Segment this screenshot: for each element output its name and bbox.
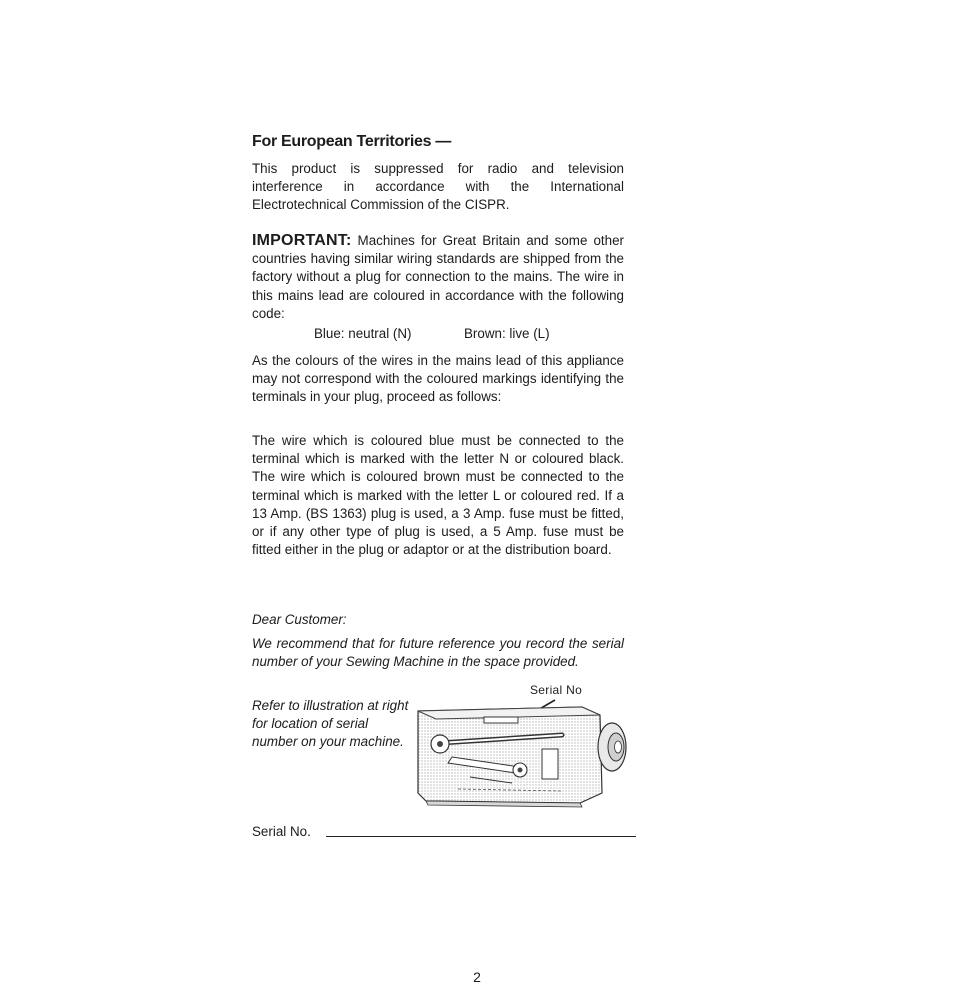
wire-colours-paragraph: As the colours of the wires in the mains lead of this appliance may not correspond with the coloured markings identifying the terminals in your plug, proceed as follows:	[252, 353, 624, 405]
wiring-instructions-paragraph: The wire which is coloured blue must be connected to the terminal which is marked with the letter N or coloured black. The wire which is coloured brown must be connected to the terminal which is marked with the letter L or coloured red. If a 13 Amp. (BS 1363) plug is used, a 3 Amp. fuse must be fitted, or if any other type of plug is used, a 5 Amp. fuse must be fitted either in the plug or adaptor or at the distribution board.	[252, 433, 624, 558]
sewing-machine-illustration	[412, 697, 637, 809]
important-label: IMPORTANT:	[252, 232, 352, 249]
serial-number-blank[interactable]	[326, 836, 636, 837]
important-paragraph	[252, 232, 624, 323]
serial-callout-label: Serial No	[530, 683, 583, 697]
page-number: 2	[473, 969, 481, 985]
dear-customer: Dear Customer:	[252, 612, 347, 627]
brown-wire-code: Brown: live (L)	[464, 326, 550, 341]
recommendation-paragraph: We recommend that for future reference you record the serial number of your Sewing Machine in the space provided.	[252, 636, 624, 670]
blue-wire-code: Blue: neutral (N)	[314, 326, 412, 341]
section-heading: For European Territories —	[252, 133, 452, 150]
suppression-paragraph: This product is suppressed for radio and television interference in accordance with the International Electrotechnical Commission of the CISPR.	[252, 161, 624, 213]
refer-illustration-text: Refer to illustration at right for location of serial number on your machine.	[252, 698, 409, 750]
important-text: Machines for Great Britain and some other countries having similar wiring standards are shipped from the factory without a plug for connection to the mains. The wire in this mains lead are coloured in accordance with the following code:	[252, 233, 624, 321]
serial-number-label: Serial No.	[252, 824, 311, 839]
